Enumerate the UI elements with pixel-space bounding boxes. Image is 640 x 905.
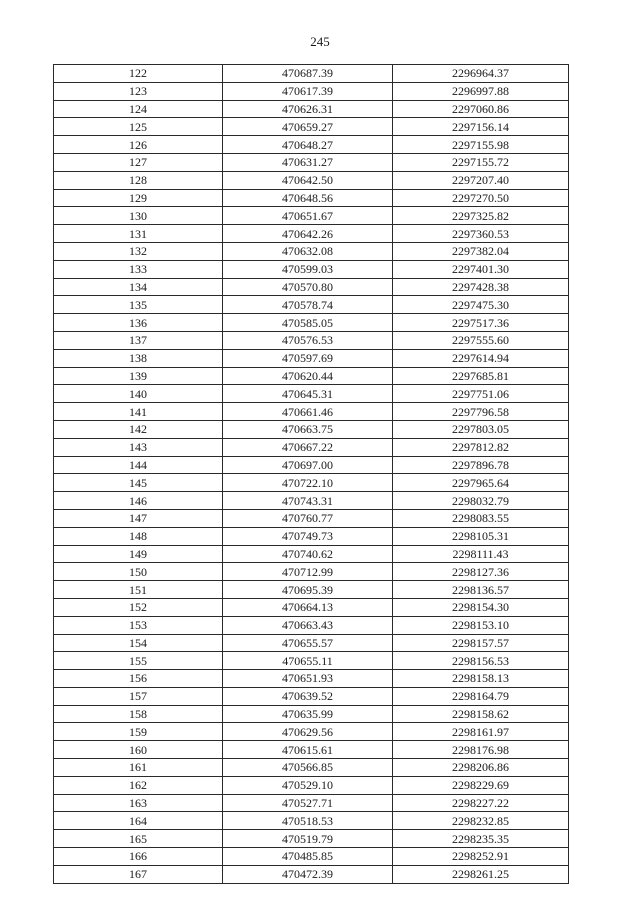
point-number-cell: 164 — [54, 812, 223, 830]
x-coordinate-cell: 470642.26 — [223, 225, 393, 243]
table-row — [54, 865, 569, 883]
y-coordinate-cell: 2298261.25 — [393, 865, 569, 883]
y-coordinate-cell: 2297796.58 — [393, 403, 569, 421]
y-coordinate-cell: 2297555.60 — [393, 331, 569, 349]
y-coordinate-cell: 2298229.69 — [393, 776, 569, 794]
y-coordinate-cell: 2297155.72 — [393, 153, 569, 171]
x-coordinate-cell: 470599.03 — [223, 260, 393, 278]
x-coordinate-cell: 470661.46 — [223, 403, 393, 421]
y-coordinate-cell: 2298252.91 — [393, 848, 569, 866]
y-coordinate-cell: 2297751.06 — [393, 385, 569, 403]
point-number-cell: 167 — [54, 865, 223, 883]
table-row — [54, 385, 569, 403]
x-coordinate-cell: 470695.39 — [223, 581, 393, 599]
x-coordinate-cell: 470663.43 — [223, 616, 393, 634]
y-coordinate-cell: 2298235.35 — [393, 830, 569, 848]
table-row — [54, 260, 569, 278]
point-number-cell: 158 — [54, 705, 223, 723]
point-number-cell: 133 — [54, 260, 223, 278]
x-coordinate-cell: 470519.79 — [223, 830, 393, 848]
point-number-cell: 139 — [54, 367, 223, 385]
x-coordinate-cell: 470642.50 — [223, 171, 393, 189]
point-number-cell: 134 — [54, 278, 223, 296]
point-number-cell: 132 — [54, 242, 223, 260]
point-number-cell: 159 — [54, 723, 223, 741]
point-number-cell: 145 — [54, 474, 223, 492]
x-coordinate-cell: 470663.75 — [223, 420, 393, 438]
x-coordinate-cell: 470576.53 — [223, 331, 393, 349]
y-coordinate-cell: 2297428.38 — [393, 278, 569, 296]
x-coordinate-cell: 470664.13 — [223, 598, 393, 616]
x-coordinate-cell: 470566.85 — [223, 759, 393, 777]
x-coordinate-cell: 470615.61 — [223, 741, 393, 759]
y-coordinate-cell: 2298083.55 — [393, 509, 569, 527]
point-number-cell: 126 — [54, 136, 223, 154]
y-coordinate-cell: 2297812.82 — [393, 438, 569, 456]
coordinates-table-body — [54, 65, 569, 884]
x-coordinate-cell: 470635.99 — [223, 705, 393, 723]
y-coordinate-cell: 2297685.81 — [393, 367, 569, 385]
y-coordinate-cell: 2297325.82 — [393, 207, 569, 225]
table-row — [54, 794, 569, 812]
x-coordinate-cell: 470639.52 — [223, 687, 393, 705]
point-number-cell: 162 — [54, 776, 223, 794]
table-row — [54, 171, 569, 189]
y-coordinate-cell: 2298158.13 — [393, 670, 569, 688]
point-number-cell: 131 — [54, 225, 223, 243]
point-number-cell: 148 — [54, 527, 223, 545]
point-number-cell: 128 — [54, 171, 223, 189]
point-number-cell: 138 — [54, 349, 223, 367]
table-row — [54, 403, 569, 421]
table-row — [54, 367, 569, 385]
y-coordinate-cell: 2298206.86 — [393, 759, 569, 777]
x-coordinate-cell: 470655.57 — [223, 634, 393, 652]
point-number-cell: 130 — [54, 207, 223, 225]
y-coordinate-cell: 2298158.62 — [393, 705, 569, 723]
y-coordinate-cell: 2297382.04 — [393, 242, 569, 260]
table-row — [54, 812, 569, 830]
table-row — [54, 65, 569, 83]
y-coordinate-cell: 2298157.57 — [393, 634, 569, 652]
table-row — [54, 296, 569, 314]
y-coordinate-cell: 2298156.53 — [393, 652, 569, 670]
table-row — [54, 153, 569, 171]
point-number-cell: 129 — [54, 189, 223, 207]
point-number-cell: 142 — [54, 420, 223, 438]
y-coordinate-cell: 2297401.30 — [393, 260, 569, 278]
table-row — [54, 848, 569, 866]
x-coordinate-cell: 470655.11 — [223, 652, 393, 670]
table-row — [54, 242, 569, 260]
y-coordinate-cell: 2297803.05 — [393, 420, 569, 438]
table-row — [54, 723, 569, 741]
table-row — [54, 759, 569, 777]
table-row — [54, 527, 569, 545]
x-coordinate-cell: 470632.08 — [223, 242, 393, 260]
y-coordinate-cell: 2297360.53 — [393, 225, 569, 243]
point-number-cell: 141 — [54, 403, 223, 421]
y-coordinate-cell: 2298136.57 — [393, 581, 569, 599]
point-number-cell: 137 — [54, 331, 223, 349]
x-coordinate-cell: 470687.39 — [223, 65, 393, 83]
table-row — [54, 741, 569, 759]
table-row — [54, 82, 569, 100]
table-row — [54, 563, 569, 581]
page-number: 245 — [310, 34, 330, 49]
point-number-cell: 165 — [54, 830, 223, 848]
point-number-cell: 136 — [54, 314, 223, 332]
table-row — [54, 136, 569, 154]
y-coordinate-cell: 2297155.98 — [393, 136, 569, 154]
y-coordinate-cell: 2298227.22 — [393, 794, 569, 812]
point-number-cell: 143 — [54, 438, 223, 456]
coordinates-table — [53, 64, 569, 884]
point-number-cell: 154 — [54, 634, 223, 652]
y-coordinate-cell: 2298153.10 — [393, 616, 569, 634]
table-row — [54, 509, 569, 527]
point-number-cell: 156 — [54, 670, 223, 688]
table-row — [54, 207, 569, 225]
y-coordinate-cell: 2296964.37 — [393, 65, 569, 83]
table-row — [54, 456, 569, 474]
point-number-cell: 155 — [54, 652, 223, 670]
y-coordinate-cell: 2297270.50 — [393, 189, 569, 207]
y-coordinate-cell: 2297896.78 — [393, 456, 569, 474]
y-coordinate-cell: 2297965.64 — [393, 474, 569, 492]
x-coordinate-cell: 470743.31 — [223, 492, 393, 510]
point-number-cell: 163 — [54, 794, 223, 812]
y-coordinate-cell: 2297156.14 — [393, 118, 569, 136]
x-coordinate-cell: 470472.39 — [223, 865, 393, 883]
table-row — [54, 100, 569, 118]
y-coordinate-cell: 2297060.86 — [393, 100, 569, 118]
table-row — [54, 225, 569, 243]
point-number-cell: 151 — [54, 581, 223, 599]
table-row — [54, 545, 569, 563]
x-coordinate-cell: 470651.93 — [223, 670, 393, 688]
table-row — [54, 314, 569, 332]
y-coordinate-cell: 2298111.43 — [393, 545, 569, 563]
point-number-cell: 140 — [54, 385, 223, 403]
y-coordinate-cell: 2298164.79 — [393, 687, 569, 705]
table-row — [54, 118, 569, 136]
point-number-cell: 147 — [54, 509, 223, 527]
x-coordinate-cell: 470722.10 — [223, 474, 393, 492]
table-row — [54, 189, 569, 207]
x-coordinate-cell: 470527.71 — [223, 794, 393, 812]
table-row — [54, 278, 569, 296]
y-coordinate-cell: 2297475.30 — [393, 296, 569, 314]
x-coordinate-cell: 470749.73 — [223, 527, 393, 545]
y-coordinate-cell: 2296997.88 — [393, 82, 569, 100]
x-coordinate-cell: 470712.99 — [223, 563, 393, 581]
table-row — [54, 776, 569, 794]
x-coordinate-cell: 470651.67 — [223, 207, 393, 225]
point-number-cell: 149 — [54, 545, 223, 563]
y-coordinate-cell: 2298176.98 — [393, 741, 569, 759]
x-coordinate-cell: 470667.22 — [223, 438, 393, 456]
x-coordinate-cell: 470648.56 — [223, 189, 393, 207]
table-row — [54, 420, 569, 438]
x-coordinate-cell: 470626.31 — [223, 100, 393, 118]
point-number-cell: 124 — [54, 100, 223, 118]
y-coordinate-cell: 2298154.30 — [393, 598, 569, 616]
y-coordinate-cell: 2297207.40 — [393, 171, 569, 189]
x-coordinate-cell: 470597.69 — [223, 349, 393, 367]
y-coordinate-cell: 2297614.94 — [393, 349, 569, 367]
table-row — [54, 670, 569, 688]
table-row — [54, 705, 569, 723]
x-coordinate-cell: 470631.27 — [223, 153, 393, 171]
point-number-cell: 125 — [54, 118, 223, 136]
point-number-cell: 123 — [54, 82, 223, 100]
x-coordinate-cell: 470578.74 — [223, 296, 393, 314]
point-number-cell: 122 — [54, 65, 223, 83]
y-coordinate-cell: 2298161.97 — [393, 723, 569, 741]
table-row — [54, 331, 569, 349]
x-coordinate-cell: 470629.56 — [223, 723, 393, 741]
table-row — [54, 349, 569, 367]
table-row — [54, 581, 569, 599]
x-coordinate-cell: 470529.10 — [223, 776, 393, 794]
point-number-cell: 153 — [54, 616, 223, 634]
x-coordinate-cell: 470620.44 — [223, 367, 393, 385]
point-number-cell: 135 — [54, 296, 223, 314]
x-coordinate-cell: 470617.39 — [223, 82, 393, 100]
table-row — [54, 474, 569, 492]
y-coordinate-cell: 2298232.85 — [393, 812, 569, 830]
x-coordinate-cell: 470645.31 — [223, 385, 393, 403]
table-row — [54, 652, 569, 670]
x-coordinate-cell: 470740.62 — [223, 545, 393, 563]
table-row — [54, 687, 569, 705]
x-coordinate-cell: 470485.85 — [223, 848, 393, 866]
y-coordinate-cell: 2298032.79 — [393, 492, 569, 510]
x-coordinate-cell: 470518.53 — [223, 812, 393, 830]
table-row — [54, 492, 569, 510]
x-coordinate-cell: 470659.27 — [223, 118, 393, 136]
table-row — [54, 616, 569, 634]
point-number-cell: 127 — [54, 153, 223, 171]
point-number-cell: 157 — [54, 687, 223, 705]
point-number-cell: 146 — [54, 492, 223, 510]
table-row — [54, 598, 569, 616]
table-row — [54, 830, 569, 848]
table-row — [54, 634, 569, 652]
x-coordinate-cell: 470585.05 — [223, 314, 393, 332]
x-coordinate-cell: 470760.77 — [223, 509, 393, 527]
y-coordinate-cell: 2297517.36 — [393, 314, 569, 332]
y-coordinate-cell: 2298105.31 — [393, 527, 569, 545]
point-number-cell: 152 — [54, 598, 223, 616]
point-number-cell: 150 — [54, 563, 223, 581]
x-coordinate-cell: 470570.80 — [223, 278, 393, 296]
point-number-cell: 166 — [54, 848, 223, 866]
point-number-cell: 161 — [54, 759, 223, 777]
point-number-cell: 144 — [54, 456, 223, 474]
point-number-cell: 160 — [54, 741, 223, 759]
y-coordinate-cell: 2298127.36 — [393, 563, 569, 581]
x-coordinate-cell: 470697.00 — [223, 456, 393, 474]
x-coordinate-cell: 470648.27 — [223, 136, 393, 154]
table-row — [54, 438, 569, 456]
